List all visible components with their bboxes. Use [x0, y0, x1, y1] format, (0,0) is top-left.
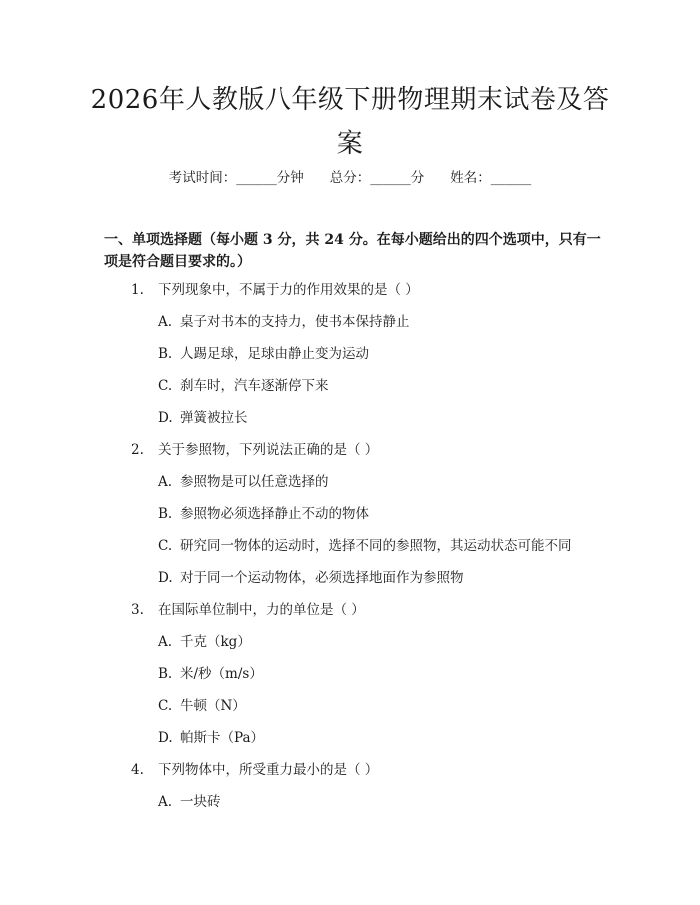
question-2-option-c — [158, 536, 572, 556]
exam-meta-line — [0, 168, 700, 188]
option-letter: A. — [158, 794, 173, 810]
question-number: 2. — [131, 442, 144, 458]
option-letter: B. — [158, 346, 173, 362]
question-2-option-d — [158, 568, 464, 588]
option-letter: D. — [158, 570, 173, 586]
option-text: 研究同一物体的运动时，选择不同的参照物，其运动状态可能不同 — [180, 538, 572, 554]
question-3-option-b — [158, 664, 263, 684]
option-text: 参照物是可以任意选择的 — [180, 474, 329, 490]
option-letter: A. — [158, 634, 173, 650]
option-text: 千克（kg） — [180, 634, 251, 650]
option-text: 一块砖 — [180, 794, 221, 810]
question-3-option-a — [158, 632, 251, 652]
option-letter: D. — [158, 730, 173, 746]
question-1-option-a — [158, 312, 410, 332]
option-letter: A. — [158, 314, 173, 330]
question-3-option-d — [158, 728, 264, 748]
question-2-option-a — [158, 472, 329, 492]
document-title: 2026年人教版八年级下册物理期末试卷及答案 — [90, 85, 610, 159]
option-letter: D. — [158, 410, 173, 426]
question-1 — [131, 280, 419, 300]
option-text: 桌子对书本的支持力，使书本保持静止 — [180, 314, 410, 330]
question-text: 关于参照物，下列说法正确的是（ ） — [158, 442, 379, 458]
option-letter: B. — [158, 666, 173, 682]
option-letter: C. — [158, 698, 173, 714]
option-letter: A. — [158, 474, 173, 490]
question-4-option-a — [158, 792, 221, 812]
option-text: 人踢足球，足球由静止变为运动 — [180, 346, 369, 362]
section-heading: 一、单项选择题（每小题 3 分，共 24 分。在每小题给出的四个选项中，只有一项是符合题目要求的。） — [104, 232, 601, 270]
exam-time-field: 考试时间：______分钟 — [168, 170, 304, 186]
option-text: 刹车时，汽车逐渐停下来 — [180, 378, 329, 394]
question-text: 在国际单位制中，力的单位是（ ） — [158, 602, 365, 618]
student-name-field: 姓名：______ — [450, 170, 532, 186]
option-letter: B. — [158, 506, 173, 522]
question-2-option-b — [158, 504, 369, 524]
question-3-option-c — [158, 696, 246, 716]
question-1-option-b — [158, 344, 369, 364]
option-letter: C. — [158, 378, 173, 394]
question-2 — [131, 440, 378, 460]
question-1-option-d — [158, 408, 248, 428]
option-letter: C. — [158, 538, 173, 554]
question-1-option-c — [158, 376, 329, 396]
option-text: 牛顿（N） — [180, 698, 246, 714]
option-text: 帕斯卡（Pa） — [180, 730, 265, 746]
option-text: 参照物必须选择静止不动的物体 — [180, 506, 369, 522]
option-text: 弹簧被拉长 — [180, 410, 248, 426]
question-number: 4. — [131, 762, 144, 778]
total-score-field: 总分：______分 — [329, 170, 425, 186]
question-4 — [131, 760, 378, 780]
question-number: 3. — [131, 602, 144, 618]
question-text: 下列物体中，所受重力最小的是（ ） — [158, 762, 379, 778]
question-3 — [131, 600, 365, 620]
option-text: 米/秒（m/s） — [180, 666, 263, 682]
option-text: 对于同一个运动物体，必须选择地面作为参照物 — [180, 570, 464, 586]
question-text: 下列现象中，不属于力的作用效果的是（ ） — [158, 282, 419, 298]
question-number: 1. — [131, 282, 144, 298]
